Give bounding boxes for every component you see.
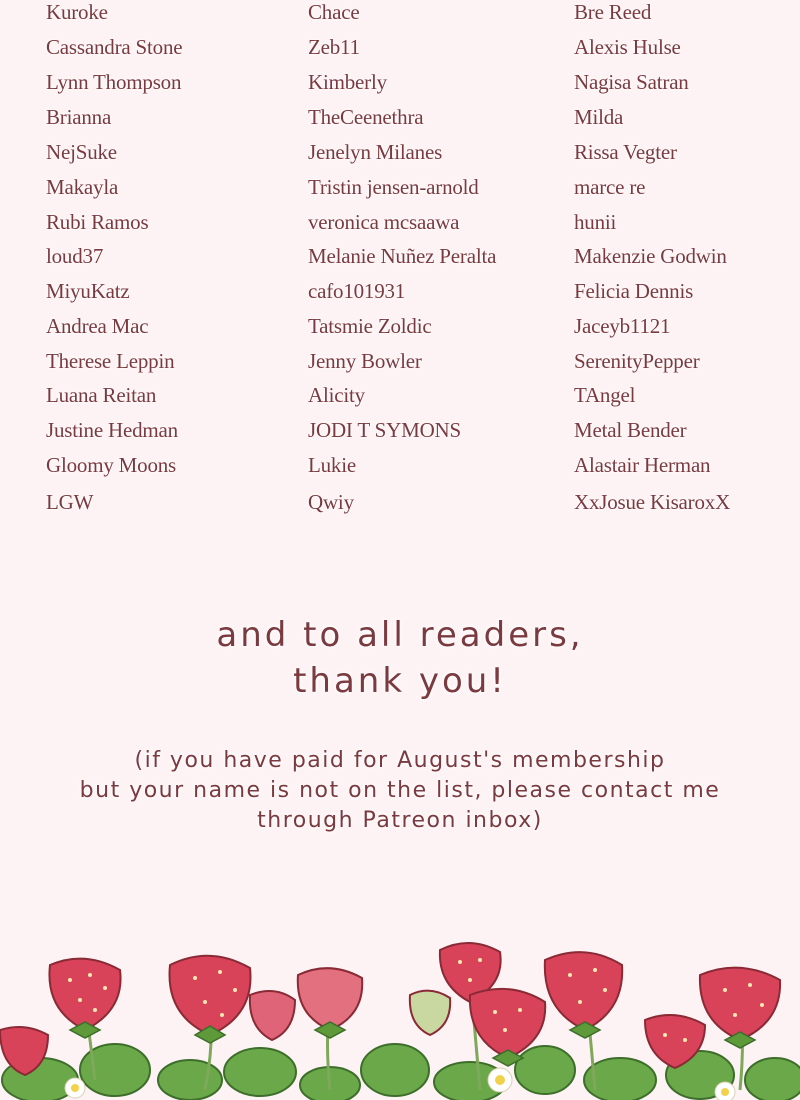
supporter-name: TheCeenethra: [308, 105, 424, 129]
supporter-name: Felicia Dennis: [574, 279, 694, 303]
supporter-name: Therese Leppin: [46, 349, 175, 373]
supporter-name: NejSuke: [46, 140, 117, 164]
supporter-name: Metal Bender: [574, 418, 687, 442]
supporter-name: Zeb11: [308, 35, 360, 59]
supporter-name: Melanie Nuñez Peralta: [308, 244, 497, 268]
supporter-name: Bre Reed: [574, 0, 652, 24]
note-line-1: (if you have paid for August's membership: [134, 748, 666, 773]
supporter-name: SerenityPepper: [574, 349, 700, 373]
supporter-name: hunii: [574, 210, 617, 234]
supporter-name: LGW: [46, 490, 94, 514]
strawberry-border-illustration: [0, 930, 800, 1100]
note-line-3: through Patreon inbox): [257, 808, 543, 833]
supporter-name: Qwiy: [308, 490, 354, 514]
supporter-name: Lynn Thompson: [46, 70, 182, 94]
supporter-name: marce re: [574, 175, 646, 199]
supporter-name: Tatsmie Zoldic: [308, 314, 432, 338]
supporter-name: loud37: [46, 244, 104, 268]
supporter-name: Gloomy Moons: [46, 453, 177, 477]
supporter-name: veronica mcsaawa: [308, 210, 460, 234]
supporter-name: TAngel: [574, 383, 636, 407]
supporter-name: Kuroke: [46, 0, 108, 24]
supporter-name: Jenny Bowler: [308, 349, 422, 373]
supporter-name: Brianna: [46, 105, 112, 129]
supporter-name: Nagisa Satran: [574, 70, 689, 94]
supporter-name: cafo101931: [308, 279, 406, 303]
supporter-name: Jenelyn Milanes: [308, 140, 443, 164]
supporter-name: Makenzie Godwin: [574, 244, 727, 268]
supporter-name: Alexis Hulse: [574, 35, 681, 59]
supporter-name: JODI T SYMONS: [308, 418, 461, 442]
supporter-name: Rissa Vegter: [574, 140, 677, 164]
supporter-name: Alicity: [308, 383, 365, 407]
supporter-name: Rubi Ramos: [46, 210, 149, 234]
supporter-name: Luana Reitan: [46, 383, 157, 407]
supporter-name: Lukie: [308, 453, 356, 477]
thanks-line-1: and to all readers,: [216, 615, 584, 655]
supporter-name: Jaceyb1121: [574, 314, 671, 338]
supporter-name: Kimberly: [308, 70, 387, 94]
membership-note: [0, 746, 800, 836]
supporter-name: Cassandra Stone: [46, 35, 183, 59]
supporter-name: XxJosue KisaroxX: [574, 490, 731, 514]
supporter-name: Justine Hedman: [46, 418, 178, 442]
supporter-name: Milda: [574, 105, 624, 129]
supporter-name: Andrea Mac: [46, 314, 149, 338]
thanks-line-2: thank you!: [293, 661, 507, 701]
supporter-name: MiyuKatz: [46, 279, 130, 303]
note-line-2: but your name is not on the list, please contact me: [79, 778, 721, 803]
supporter-name: Makayla: [46, 175, 119, 199]
supporter-name: Tristin jensen-arnold: [308, 175, 479, 199]
thanks-message: [0, 612, 800, 704]
supporter-name: Alastair Herman: [574, 453, 711, 477]
supporter-name: Chace: [308, 0, 360, 24]
